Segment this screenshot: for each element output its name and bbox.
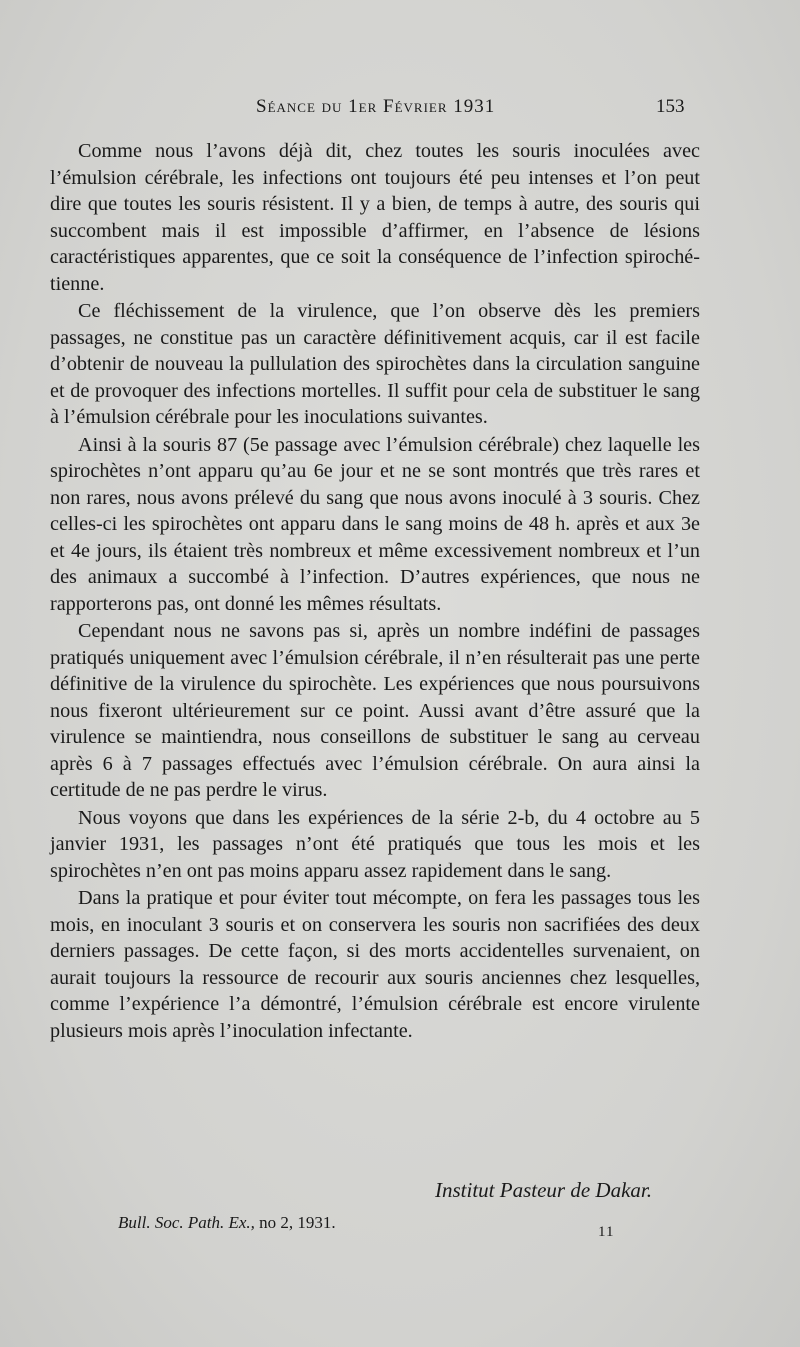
signature-mark: 11 — [598, 1224, 615, 1240]
institution-signature: Institut Pasteur de Dakar. — [435, 1178, 652, 1202]
body-text — [50, 138, 700, 1044]
journal-citation — [118, 1213, 336, 1233]
page-number: 153 — [656, 96, 685, 117]
page-header — [0, 92, 800, 122]
journal-issue: no 2, 1931. — [259, 1213, 336, 1232]
journal-name: Bull. Soc. Path. Ex., — [118, 1213, 255, 1232]
paragraph: Nous voyons que dans les expériences de la série 2-b, du 4 octobre au 5 janvier 1931, les passages n’ont été pratiqués que tous les mois et les spirochètes n’en ont pas moins apparu assez rapidement dans le sang. — [50, 806, 700, 882]
paragraph: Ainsi à la souris 87 (5e passage avec l’émulsion cérébrale) chez laquelle les spirochètes n’ont apparu qu’au 6e jour et ne se sont montrés que très rares et non rares, nous avons prélevé du sang que nous avons inoculé à 3 souris. Chez celles-ci les spirochètes ont apparu dans le sang moins de 48 h. après et aux 3e et 4e jours, ils étaient très nombreux et même excessivement nombreux et l’un des animaux a succombé à l’infection. D’autres expériences, que nous ne rapporterons pas, ont donné les mêmes résultats. — [50, 433, 700, 615]
running-head: Séance du 1er Février 1931 — [256, 96, 496, 117]
paragraph: Ce fléchissement de la virulence, que l’on observe dès les premiers passages, ne constitue pas un caractère définitivement acquis, car il est facile d’obtenir de nouveau la pullulation des spirochètes dans la circulation sanguine et de provoquer des infections mortelles. Il suffit pour cela de substituer le sang à l’émulsion cérébrale pour les inoculations suivantes. — [50, 300, 700, 428]
paragraph: Comme nous l’avons déjà dit, chez toutes les souris inoculées avec l’émulsion cérébrale, les infections ont toujours été peu intenses et l’on peut dire que toutes les souris résistent. Il y a bien, de temps à autre, des souris qui succombent mais il est impossible d’affirmer, en l’absence de lésions caractéristiques apparentes, que ce soit la conséquence de l’infection spirochétienne. — [50, 140, 700, 295]
paragraph: Dans la pratique et pour éviter tout mécompte, on fera les passages tous les mois, en inoculant 3 souris et on conservera les souris non sacrifiées des deux derniers passages. De cette façon, si des morts accidentelles survenaient, on aurait toujours la ressource de recourir aux souris anciennes chez lesquelles, comme l’expérience l’a démontré, l’émulsion cérébrale est encore virulente plusieurs mois après l’inoculation infectante. — [50, 887, 700, 1042]
paragraph: Cependant nous ne savons pas si, après un nombre indéfini de passages pratiqués uniquement avec l’émulsion cérébrale, il n’en résulterait pas une perte définitive de la virulence du spirochète. Les expériences que nous poursuivons nous fixeront ultérieurement sur ce point. Aussi avant d’être assuré que la virulence se maintiendra, nous conseillons de substituer le sang au cerveau après 6 à 7 passages effectués avec l’émulsion cérébrale. On aura ainsi la certitude de ne pas perdre le virus. — [50, 620, 700, 801]
